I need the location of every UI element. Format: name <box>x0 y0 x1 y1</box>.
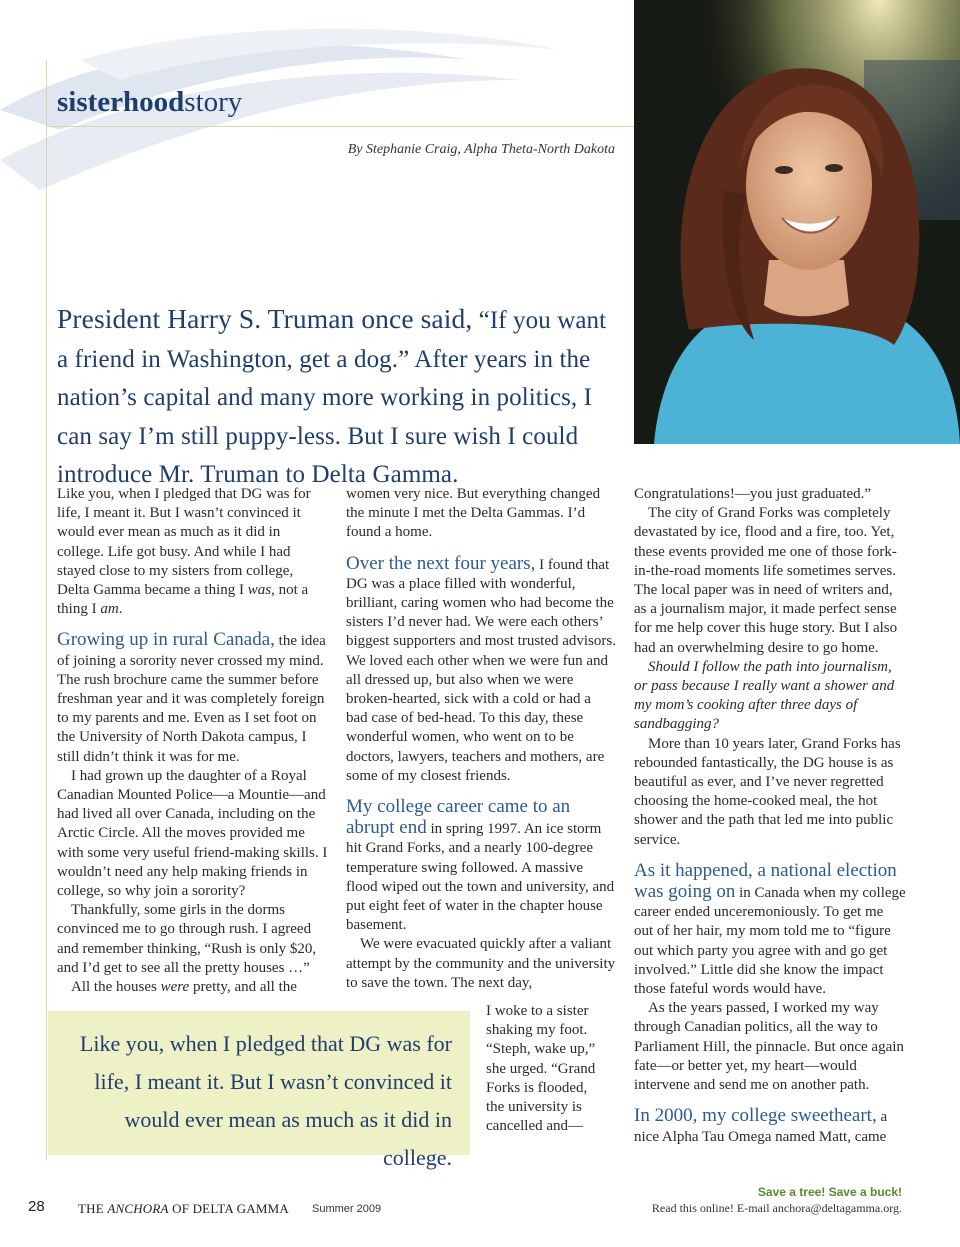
byline: By Stephanie Craig, Alpha Theta-North Dakota <box>347 142 615 157</box>
save-tagline: Save a tree! Save a buck! <box>757 1185 902 1199</box>
section-title: sisterhoodstory <box>57 86 243 118</box>
paragraph: I had grown up the daughter of a Royal Canadian Mounted Police—a Mountie—and had lived all over Canada, including on the Arctic Circle. All the moves provided me with some very useful friend-making skills. I wouldn’t need any help making friends in college, so why join a sorority? <box>57 767 328 900</box>
read-online-link[interactable]: Read this online! E-mail anchora@deltagamma.org. <box>651 1201 902 1215</box>
magazine-name: THE ANCHORA OF DELTA GAMMA <box>78 1201 289 1216</box>
paragraph: Thankfully, some girls in the dorms convinced me to go through rush. I agreed and remember thinking, “Rush is only $20, and I’d get to see all the pretty houses …” <box>57 902 317 976</box>
pull-quote: Like you, when I pledged that DG was for life, I meant it. But I wasn’t convinced it would ever mean as much as it did in college. <box>79 1031 452 1170</box>
article-column-1 <box>57 485 329 997</box>
subhead: Growing up in rural Canada, <box>57 629 275 651</box>
paragraph: women very nice. But everything changed the minute I met the Delta Gammas. I’d found a home. <box>346 486 601 541</box>
column-rule <box>46 60 47 1160</box>
paragraph: We were evacuated quickly after a valiant attempt by the community and the university to save the town. The next day, <box>346 936 616 991</box>
paragraph: As the years passed, I worked my way through Canadian politics, all the way to Parliament Hill, the pinnacle. But once again fate—or better yet, my heart—would intervene and send me on another path. <box>634 1000 904 1094</box>
paragraph: The city of Grand Forks was completely devastated by ice, flood and a fire, too. Yet, these events provided me one of those fork-in-the-road moments life sometimes serves. The local paper was in need of writers and, as a journalism major, it made perfect sense for me help cover this huge story. But I also had an overwhelming desire to go home. <box>634 505 898 656</box>
paragraph: Like you, when I pledged that DG was for life, I meant it. But I wasn’t convinced it would ever mean as much as it did in college. Life got busy. And while I had stayed close to my sisters from college, Delta Gamma became a thing I was, not a thing I am. <box>57 486 311 618</box>
article-column-2 <box>346 485 616 993</box>
issue-date: Summer 2009 <box>312 1203 382 1215</box>
paragraph: Should I follow the path into journalism, or pass because I really want a shower and my mom’s cooking after three days of sandbagging? <box>634 658 895 733</box>
paragraph: I woke to a sister shaking my foot. “Steph, wake up,” she urged. “Grand Forks is flooded, the university is cancelled and— <box>486 1003 596 1135</box>
article-column-2-continued <box>486 1002 604 1136</box>
page-number: 28 <box>28 1198 45 1215</box>
paragraph: In 2000, my college sweetheart, a nice Alpha Tau Omega named Matt, came <box>634 1105 888 1145</box>
intro-paragraph: President Harry S. Truman once said, “If you want a friend in Washington, get a dog.” After years in the nation’s capital and many more working in politics, I can say I’m still puppy-less. But I sure wish I could introduce Mr. Truman to Delta Gamma. <box>57 303 607 488</box>
subhead: As it happened, a national election was going on <box>634 859 897 903</box>
paragraph: Congratulations!—you just graduated.” <box>634 486 872 502</box>
paragraph: Over the next four years, I found that DG was a place filled with wonderful, brilliant, caring women who had become the sisters I’d never had. We were each others’ biggest supporters and most trusted advisors. We loved each other when we were fun and all dressed up, but also when we were broken-hearted, sick with a cold or had a bad case of bed-head. To this day, these wonderful women, who went on to be doctors, lawyers, teachers and mothers, are some of my closest friends. <box>346 552 616 784</box>
subhead: My college career came to an abrupt end <box>346 796 571 839</box>
author-photo <box>634 0 960 444</box>
paragraph: All the houses were pretty, and all the <box>71 979 297 996</box>
paragraph: As it happened, a national election was going on in Canada when my college career ended unceremoniously. To get me out of her hair, my mom told me to “figure out which party you agree with and go get involved.” Little did she know the impact those fateful words would have. <box>634 859 906 998</box>
paragraph: My college career came to an abrupt end in spring 1997. An ice storm hit Grand Forks, and a nearly 100-degree temperature swing followed. A massive flood wiped out the town and university, and put eight feet of water in the chapter house basement. <box>346 796 615 934</box>
subhead: Over the next four years, <box>346 552 536 574</box>
header-rule <box>46 126 636 127</box>
subhead: In 2000, my college sweetheart, <box>634 1105 877 1127</box>
paragraph: More than 10 years later, Grand Forks has rebounded fantastically, the DG house is as beautiful as ever, and I’ve never regretted choosing the home-cooked meal, the hot shower and the path that led me into public service. <box>634 735 901 848</box>
paragraph: Growing up in rural Canada, the idea of joining a sorority never crossed my mind. The rush brochure came the summer before freshman year and it was completely foreign to my parents and me. Even as I set foot on the University of North Dakota campus, I still didn’t think it was for me. <box>57 629 326 765</box>
article-column-3 <box>634 485 906 1147</box>
